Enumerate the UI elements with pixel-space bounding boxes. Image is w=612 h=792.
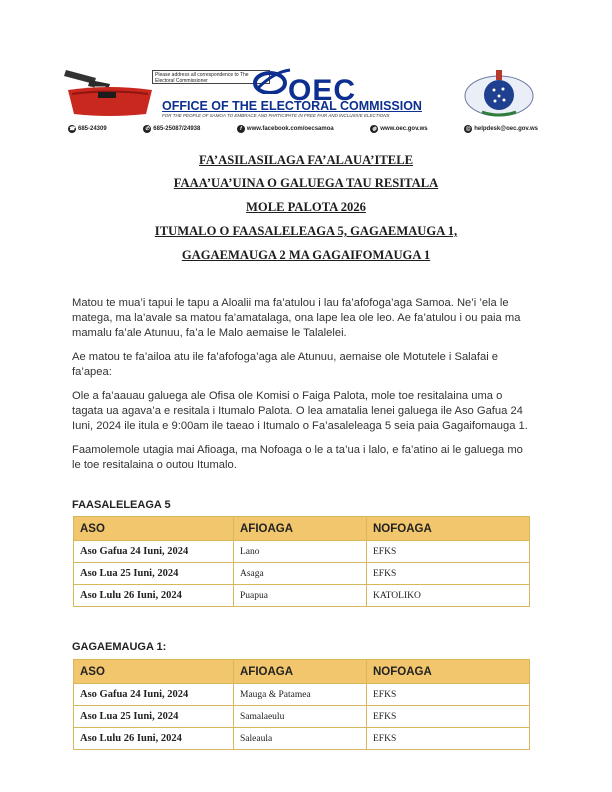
correspondence-note: Please address all correspondence to The Electoral Commissioner bbox=[152, 70, 270, 84]
venue-cell: EFKS bbox=[367, 706, 530, 728]
paragraph-details: Ole a fa’aauau galuega ale Ofisa ole Komisi o Faiga Palota, mole toe resitalaina uma o tagata ua agava’a e resitala i Itumalo Palota. O lea amatalia lenei galuega ile Aso Gafua 24 Iuni, 2024 ile itula e 9:00am ile taeao i Itumalo o Fa’asaleleaga 5 seia paia Gagaifomauga 1. bbox=[72, 390, 528, 432]
village-cell: Saleaula bbox=[234, 728, 367, 750]
contact-facebook[interactable]: f www.facebook.com/oecsamoa bbox=[237, 125, 334, 133]
column-header: ASO bbox=[74, 660, 234, 684]
date-cell: Aso Lua 25 Iuni, 2024 bbox=[74, 563, 234, 585]
oec-swoosh-icon bbox=[252, 68, 292, 94]
column-header: AFIOAGA bbox=[234, 517, 367, 541]
date-cell: Aso Lua 25 Iuni, 2024 bbox=[74, 706, 234, 728]
date-cell: Aso Lulu 26 Iuni, 2024 bbox=[74, 728, 234, 750]
title-line-2: FAAA’UA’UINA O GALUEGA TAU RESITALA bbox=[173, 176, 439, 190]
whatsapp-icon: ✆ bbox=[145, 126, 150, 132]
table-header-row bbox=[74, 517, 530, 541]
table-row bbox=[74, 563, 530, 585]
column-header: NOFOAGA bbox=[367, 517, 530, 541]
schedule-heading-gagaemauga: GAGAEMAUGA 1: bbox=[72, 641, 167, 653]
venue-cell: EFKS bbox=[367, 728, 530, 750]
schedule-table-faasaleleaga bbox=[73, 516, 530, 607]
contact-bar bbox=[68, 125, 538, 133]
table-row bbox=[74, 541, 530, 563]
contact-phone[interactable]: ☎ 685-24309 bbox=[68, 126, 107, 132]
column-header: NOFOAGA bbox=[367, 660, 530, 684]
title-line-3: MOLE PALOTA 2026 bbox=[246, 200, 366, 214]
contact-whatsapp[interactable]: ✆ 685-25087/24938 bbox=[145, 126, 201, 132]
village-cell: Lano bbox=[234, 541, 367, 563]
village-cell: Asaga bbox=[234, 563, 367, 585]
title-line-5: GAGAEMAUGA 2 MA GAGAIFOMAUGA 1 bbox=[181, 248, 431, 262]
title-line-1: FA’ASILASILAGA FA’ALAUA’ITELE bbox=[199, 153, 413, 167]
paragraph-announcement: Ae matou te fa’ailoa atu ile fa’afofoga’aga ale Atunuu, aemaise ole Motutele i Salafai e fa’apea: bbox=[72, 351, 499, 378]
column-header: ASO bbox=[74, 517, 234, 541]
contact-website[interactable]: ◍ www.oec.gov.ws bbox=[372, 126, 428, 132]
schedule-table-gagaemauga bbox=[73, 659, 530, 750]
globe-icon: ◍ bbox=[372, 126, 377, 132]
facebook-icon: f bbox=[237, 125, 245, 133]
org-name: OFFICE OF THE ELECTORAL COMMISSION bbox=[162, 99, 422, 113]
table-header-row bbox=[74, 660, 530, 684]
village-cell: Puapua bbox=[234, 585, 367, 607]
paragraph-greeting: Matou te mua’i tapui le tapu a Aloalii ma fa’atulou i lau fa’afofoga’aga Samoa. Ne’i ’ela le matega, ma la’avale sa matou fa’amatalaga, ona lape lea ole leo. Ae fa’atulou i ou paia ma mamalu fa’ale Atunuu, fa’a le Malo aemaise le Talalelei. bbox=[72, 297, 521, 339]
date-cell: Aso Lulu 26 Iuni, 2024 bbox=[74, 585, 234, 607]
venue-cell: EFKS bbox=[367, 684, 530, 706]
ballot-box-logo bbox=[64, 68, 154, 118]
venue-cell: KATOLIKO bbox=[367, 585, 530, 607]
org-tagline: FOR THE PEOPLE OF SAMOA TO EMBRACE AND PARTICIPATE IN FREE FAIR AND INCLUSIVE ELECTIONS bbox=[162, 113, 390, 118]
title-line-4: ITUMALO O FAASALELEAGA 5, GAGAEMAUGA 1, bbox=[154, 224, 458, 238]
schedule-heading-faasaleleaga: FAASALELEAGA 5 bbox=[72, 499, 171, 511]
contact-email[interactable]: @ helpdesk@oec.gov.ws bbox=[465, 126, 538, 132]
table-row bbox=[74, 585, 530, 607]
village-cell: Mauga & Patamea bbox=[234, 684, 367, 706]
village-cell: Samalaeulu bbox=[234, 706, 367, 728]
table-row bbox=[74, 706, 530, 728]
table-row bbox=[74, 684, 530, 706]
samoa-coat-of-arms bbox=[460, 68, 538, 120]
phone-icon: ☎ bbox=[68, 126, 76, 132]
venue-cell: EFKS bbox=[367, 541, 530, 563]
table-row bbox=[74, 728, 530, 750]
date-cell: Aso Gafua 24 Iuni, 2024 bbox=[74, 684, 234, 706]
paragraph-request: Faamolemole utagia mai Afioaga, ma Nofoaga o le a ta’ua i lalo, e fa’atino ai le galuega mo le toe resitalaina o outou Itumalo. bbox=[72, 444, 523, 471]
date-cell: Aso Gafua 24 Iuni, 2024 bbox=[74, 541, 234, 563]
email-icon: @ bbox=[465, 126, 471, 132]
column-header: AFIOAGA bbox=[234, 660, 367, 684]
oec-logo-text: OEC bbox=[288, 74, 357, 107]
venue-cell: EFKS bbox=[367, 563, 530, 585]
